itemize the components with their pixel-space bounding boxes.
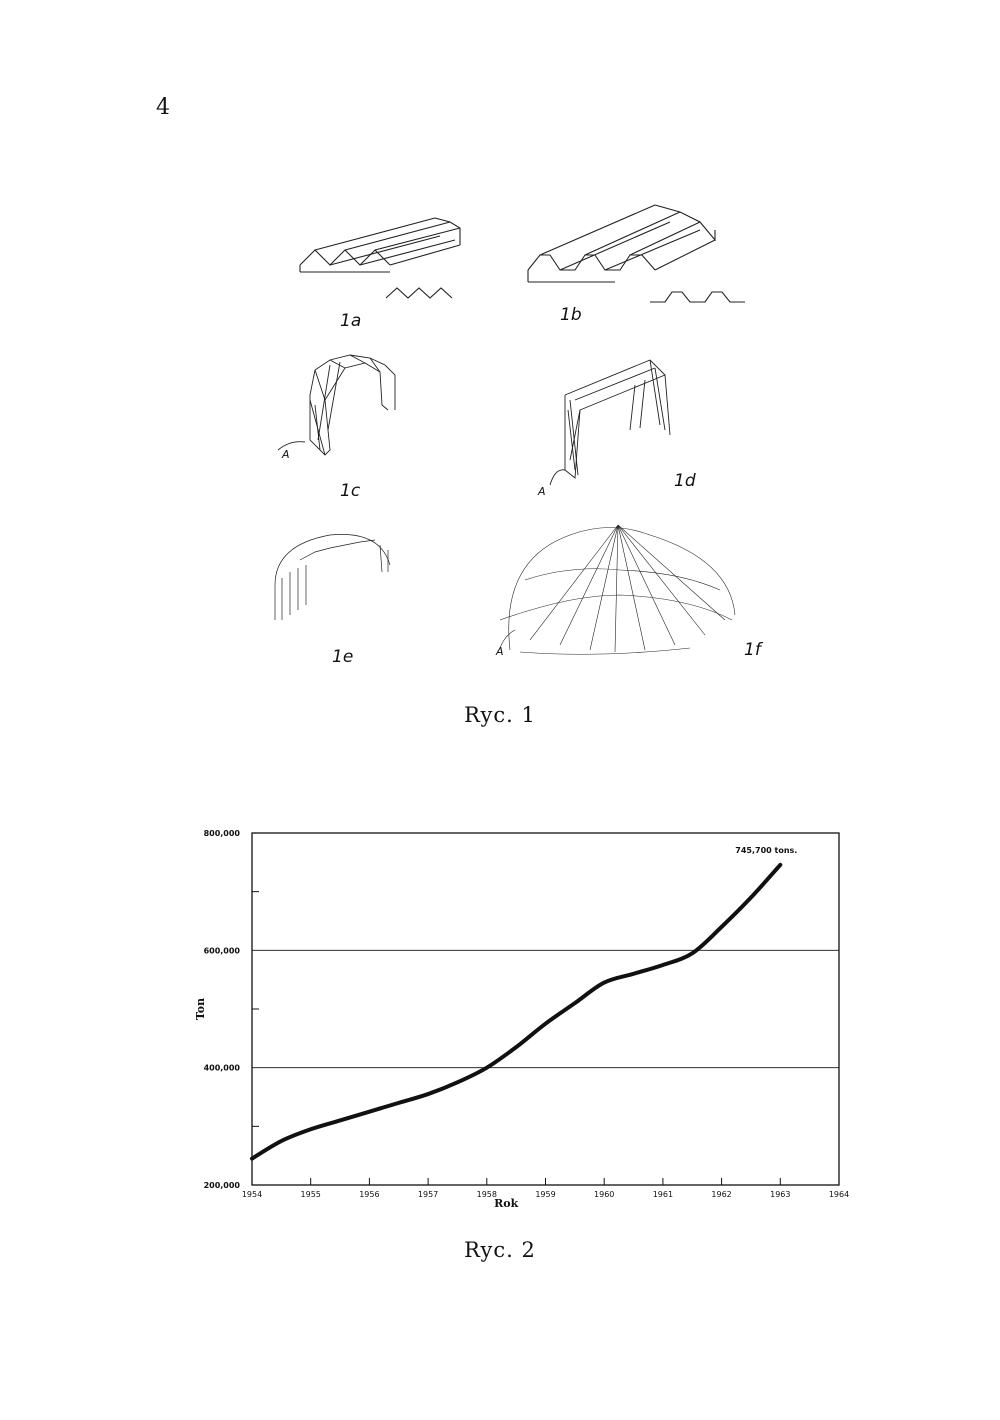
label-1b: 1b (560, 305, 582, 325)
x-tick-label: 1962 (711, 1190, 732, 1199)
page-number: 4 (156, 95, 170, 120)
drawing-1f (500, 525, 735, 654)
label-1e: 1e (332, 647, 354, 667)
figure-2-chart (190, 820, 860, 1220)
x-tick-label: 1957 (417, 1190, 439, 1199)
x-tick-label: 1958 (476, 1190, 497, 1199)
series-line (252, 865, 780, 1159)
point-label-1d: A (538, 485, 546, 498)
y-tick-label: 400,000 (203, 1063, 240, 1073)
label-1c: 1c (340, 481, 361, 501)
label-1d: 1d (674, 471, 696, 491)
x-axis-label: Rok (494, 1197, 519, 1210)
drawing-1b (528, 205, 745, 302)
x-tick-label: 1955 (300, 1190, 321, 1199)
x-tick-label: 1956 (359, 1190, 380, 1199)
y-tick-label: 600,000 (203, 946, 240, 956)
annotation-label: 745,700 tons. (735, 845, 798, 855)
point-label-1c: A (282, 448, 290, 461)
x-tick-label: 1963 (770, 1190, 791, 1199)
figure-2-caption: Ryc. 2 (464, 1238, 536, 1262)
y-axis-label: Ton (194, 997, 207, 1021)
drawing-1c (278, 355, 395, 455)
figure-1-caption: Ryc. 1 (464, 703, 536, 727)
drawing-1a (300, 218, 460, 298)
y-tick-label: 800,000 (203, 829, 240, 838)
figure-1-drawings (270, 200, 770, 670)
label-1f: 1f (744, 640, 761, 660)
x-tick-label: 1961 (652, 1190, 674, 1199)
label-1a: 1a (340, 311, 362, 331)
x-tick-label: 1959 (535, 1190, 556, 1199)
x-tick-label: 1960 (594, 1190, 615, 1199)
y-tick-label: 200,000 (203, 1181, 240, 1190)
drawing-1d (550, 360, 670, 485)
plot-frame (252, 833, 839, 1185)
drawing-1e (275, 534, 390, 620)
x-tick-label: 1954 (241, 1190, 263, 1199)
x-tick-label: 1964 (828, 1190, 850, 1199)
point-label-1f: A (496, 645, 504, 658)
